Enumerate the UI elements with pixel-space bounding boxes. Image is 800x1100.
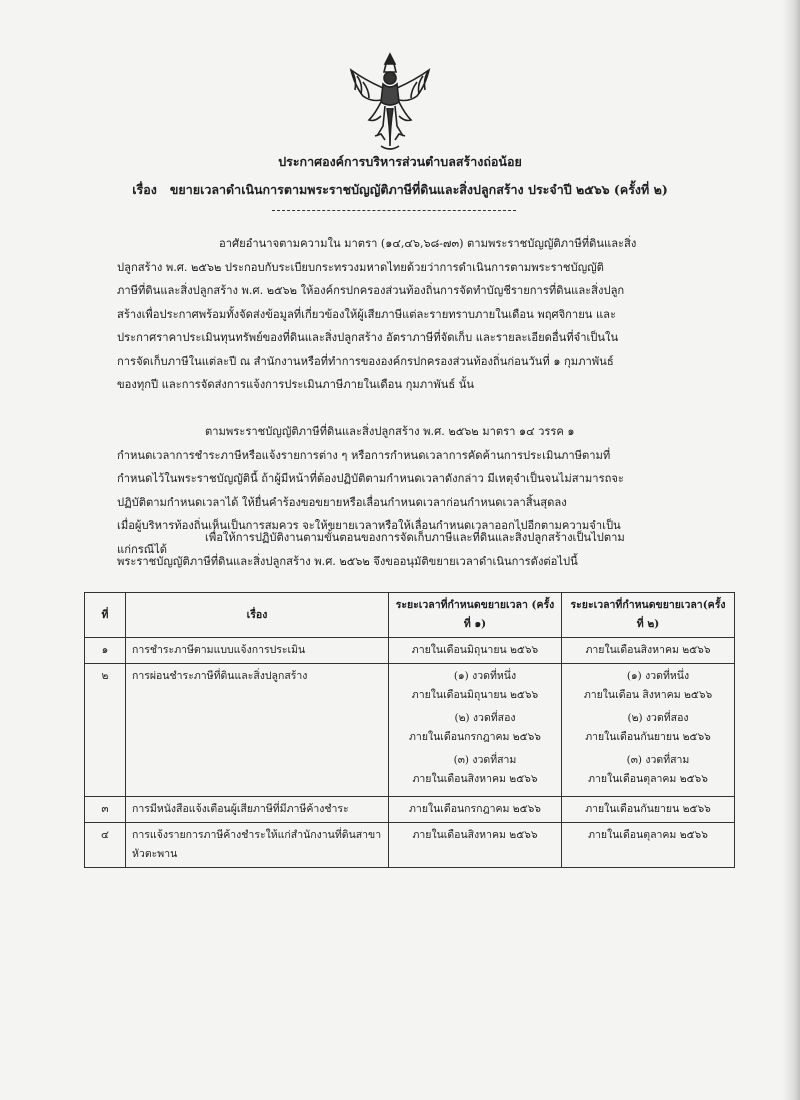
table-row bbox=[85, 797, 735, 823]
installment-label: (๓) งวดที่สาม bbox=[453, 754, 517, 766]
schedule-table bbox=[84, 592, 735, 868]
paragraph-line: แก่กรณีได้ bbox=[117, 542, 168, 556]
installment-month: ภายในเดือนกันยายน ๒๕๖๖ bbox=[585, 731, 711, 743]
header-period-1: ระยะเวลาที่กำหนดขยายเวลา (ครั้งที่ ๑) bbox=[389, 593, 562, 638]
row-no: ๑ bbox=[85, 638, 126, 664]
paragraph-line: ประกาศราคาประเมินทุนทรัพย์ของที่ดินและสิ่งปลูกสร้าง อัตราภาษีที่จัดเก็บ และรายละเอียดอื่นที่จำเป็นใน bbox=[117, 331, 619, 344]
installment-month: ภายในเดือนตุลาคม ๒๕๖๖ bbox=[588, 773, 708, 785]
installment-label: (๑) งวดที่หนึ่ง bbox=[453, 670, 517, 682]
header-topic: เรื่อง bbox=[126, 593, 389, 638]
row-period-2 bbox=[562, 664, 735, 797]
paragraph-line: เพื่อให้การปฏิบัติงานตามขั้นตอนของการจัดเก็บภาษีและที่ดินและสิ่งปลูกสร้างเป็นไปตาม bbox=[205, 531, 625, 544]
row-period-1 bbox=[389, 664, 562, 797]
table-row bbox=[85, 664, 735, 797]
table-row bbox=[85, 638, 735, 664]
installment-month: ภายในเดือนสิงหาคม ๒๕๖๖ bbox=[412, 773, 538, 785]
paragraph-line: ปฏิบัติตามกำหนดเวลาได้ ให้ยื่นคำร้องขอขยายหรือเลื่อนกำหนดเวลาก่อนกำหนดเวลาสิ้นสุดลง bbox=[117, 495, 567, 509]
paragraph-line: ตามพระราชบัญญัติภาษีที่ดินและสิ่งปลูกสร้าง พ.ศ. ๒๕๖๒ มาตรา ๑๔ วรรค ๑ bbox=[205, 425, 575, 438]
title-divider bbox=[272, 210, 516, 211]
installment-label: (๒) งวดที่สอง bbox=[627, 712, 689, 724]
table-row bbox=[85, 823, 735, 868]
row-period-1: ภายในเดือนมิถุนายน ๒๕๖๖ bbox=[389, 638, 562, 664]
installment-month: ภายในเดือนกรกฎาคม ๒๕๖๖ bbox=[409, 731, 541, 743]
paragraph-line: กำหนดเวลาการชำระภาษีหรือแจ้งรายการต่าง ๆ หรือการกำหนดเวลาการคัดค้านการประเมินภาษีตามที่ bbox=[117, 448, 611, 462]
paragraph-line: กำหนดไว้ในพระราชบัญญัตินี้ ถ้าผู้มีหน้าที่ต้องปฏิบัติตามกำหนดเวลาดังกล่าว มีเหตุจำเป็นจนไม่สามารถจะ bbox=[117, 472, 624, 485]
subject-label: เรื่อง bbox=[132, 182, 157, 197]
scan-edge-shadow bbox=[782, 0, 800, 1100]
paragraph-line: ของทุกปี และการจัดส่งการแจ้งการประเมินภาษีภายในเดือน กุมภาพันธ์ นั้น bbox=[117, 378, 475, 391]
table-header-row bbox=[85, 593, 735, 638]
row-topic: การแจ้งรายการภาษีค้างชำระให้แก่สำนักงานที่ดินสาขาหัวตะพาน bbox=[126, 823, 389, 868]
installment-label: (๓) งวดที่สาม bbox=[626, 754, 690, 766]
row-no: ๒ bbox=[85, 664, 126, 797]
paragraph-line: พระราชบัญญัติภาษีที่ดินและสิ่งปลูกสร้าง พ.ศ. ๒๕๖๒ จึงขออนุมัติขยายเวลาดำเนินการดังต่อไปนี้ bbox=[117, 554, 578, 568]
document-subject bbox=[0, 180, 800, 200]
row-period-2: ภายในเดือนกันยายน ๒๕๖๖ bbox=[562, 797, 735, 823]
paragraph-line: การจัดเก็บภาษีในแต่ละปี ณ สำนักงานหรือที่ทำการขององค์กรปกครองส่วนท้องถิ่นก่อนวันที่ ๑ กุมภาพันธ์ bbox=[117, 354, 614, 368]
installment-month: ภายในเดือน สิงหาคม ๒๕๖๖ bbox=[583, 689, 713, 701]
installment-label: (๒) งวดที่สอง bbox=[454, 712, 516, 724]
paragraph-request bbox=[117, 526, 707, 573]
row-topic: การมีหนังสือแจ้งเตือนผู้เสียภาษีที่มีภาษีค้างชำระ bbox=[126, 797, 389, 823]
paragraph-line: ภาษีที่ดินและสิ่งปลูกสร้าง พ.ศ. ๒๕๖๒ ให้องค์กรปกครองส่วนท้องถิ่นการจัดทำบัญชีรายการที่ดินและสิ่งปลูก bbox=[117, 284, 625, 297]
paragraph-line: อาศัยอำนาจตามความใน มาตรา (๑๔,๔๖,๖๘-๗๓) ตามพระราชบัญญัติภาษีที่ดินและสิ่ง bbox=[219, 237, 637, 250]
header-no: ที่ bbox=[85, 593, 126, 638]
garuda-emblem-icon bbox=[345, 50, 435, 155]
row-period-2: ภายในเดือนสิงหาคม ๒๕๖๖ bbox=[562, 638, 735, 664]
row-period-1: ภายในเดือนกรกฎาคม ๒๕๖๖ bbox=[389, 797, 562, 823]
paragraph-authority bbox=[117, 232, 707, 397]
paragraph-line: ปลูกสร้าง พ.ศ. ๒๕๖๒ ประกอบกับระเบียบกระทรวงมหาดไทยด้วยว่าการดำเนินการตามพระราชบัญญัติ bbox=[117, 260, 604, 274]
paragraph-line: เมื่อผู้บริหารท้องถิ่นเห็นเป็นการสมควร จะให้ขยายเวลาหรือให้เลื่อนกำหนดเวลาออกไปอีกตามความจำเป็น bbox=[117, 519, 621, 532]
document-title: ประกาศองค์การบริหารส่วนตำบลสร้างถ่อน้อย bbox=[278, 154, 522, 169]
row-topic: การผ่อนชำระภาษีที่ดินและสิ่งปลูกสร้าง bbox=[126, 664, 389, 797]
installment-label: (๑) งวดที่หนึ่ง bbox=[626, 670, 690, 682]
subject-text: ขยายเวลาดำเนินการตามพระราชบัญญัติภาษีที่ดินและสิ่งปลูกสร้าง ประจำปี ๒๕๖๖ (ครั้งที่ ๒) bbox=[169, 182, 668, 197]
paragraph-line: สร้างเพื่อประกาศพร้อมทั้งจัดส่งข้อมูลที่เกี่ยวข้องให้ผู้เสียภาษีแต่ละรายทราบภายในเดือน พฤศจิกายน และ bbox=[117, 307, 617, 321]
row-no: ๔ bbox=[85, 823, 126, 868]
row-period-2: ภายในเดือนตุลาคม ๒๕๖๖ bbox=[562, 823, 735, 868]
row-topic: การชำระภาษีตามแบบแจ้งการประเมิน bbox=[126, 638, 389, 664]
installment-month: ภายในเดือนมิถุนายน ๒๕๖๖ bbox=[411, 689, 539, 701]
row-period-1: ภายในเดือนสิงหาคม ๒๕๖๖ bbox=[389, 823, 562, 868]
row-no: ๓ bbox=[85, 797, 126, 823]
header-period-2: ระยะเวลาที่กำหนดขยายเวลา(ครั้งที่ ๒) bbox=[562, 593, 735, 638]
